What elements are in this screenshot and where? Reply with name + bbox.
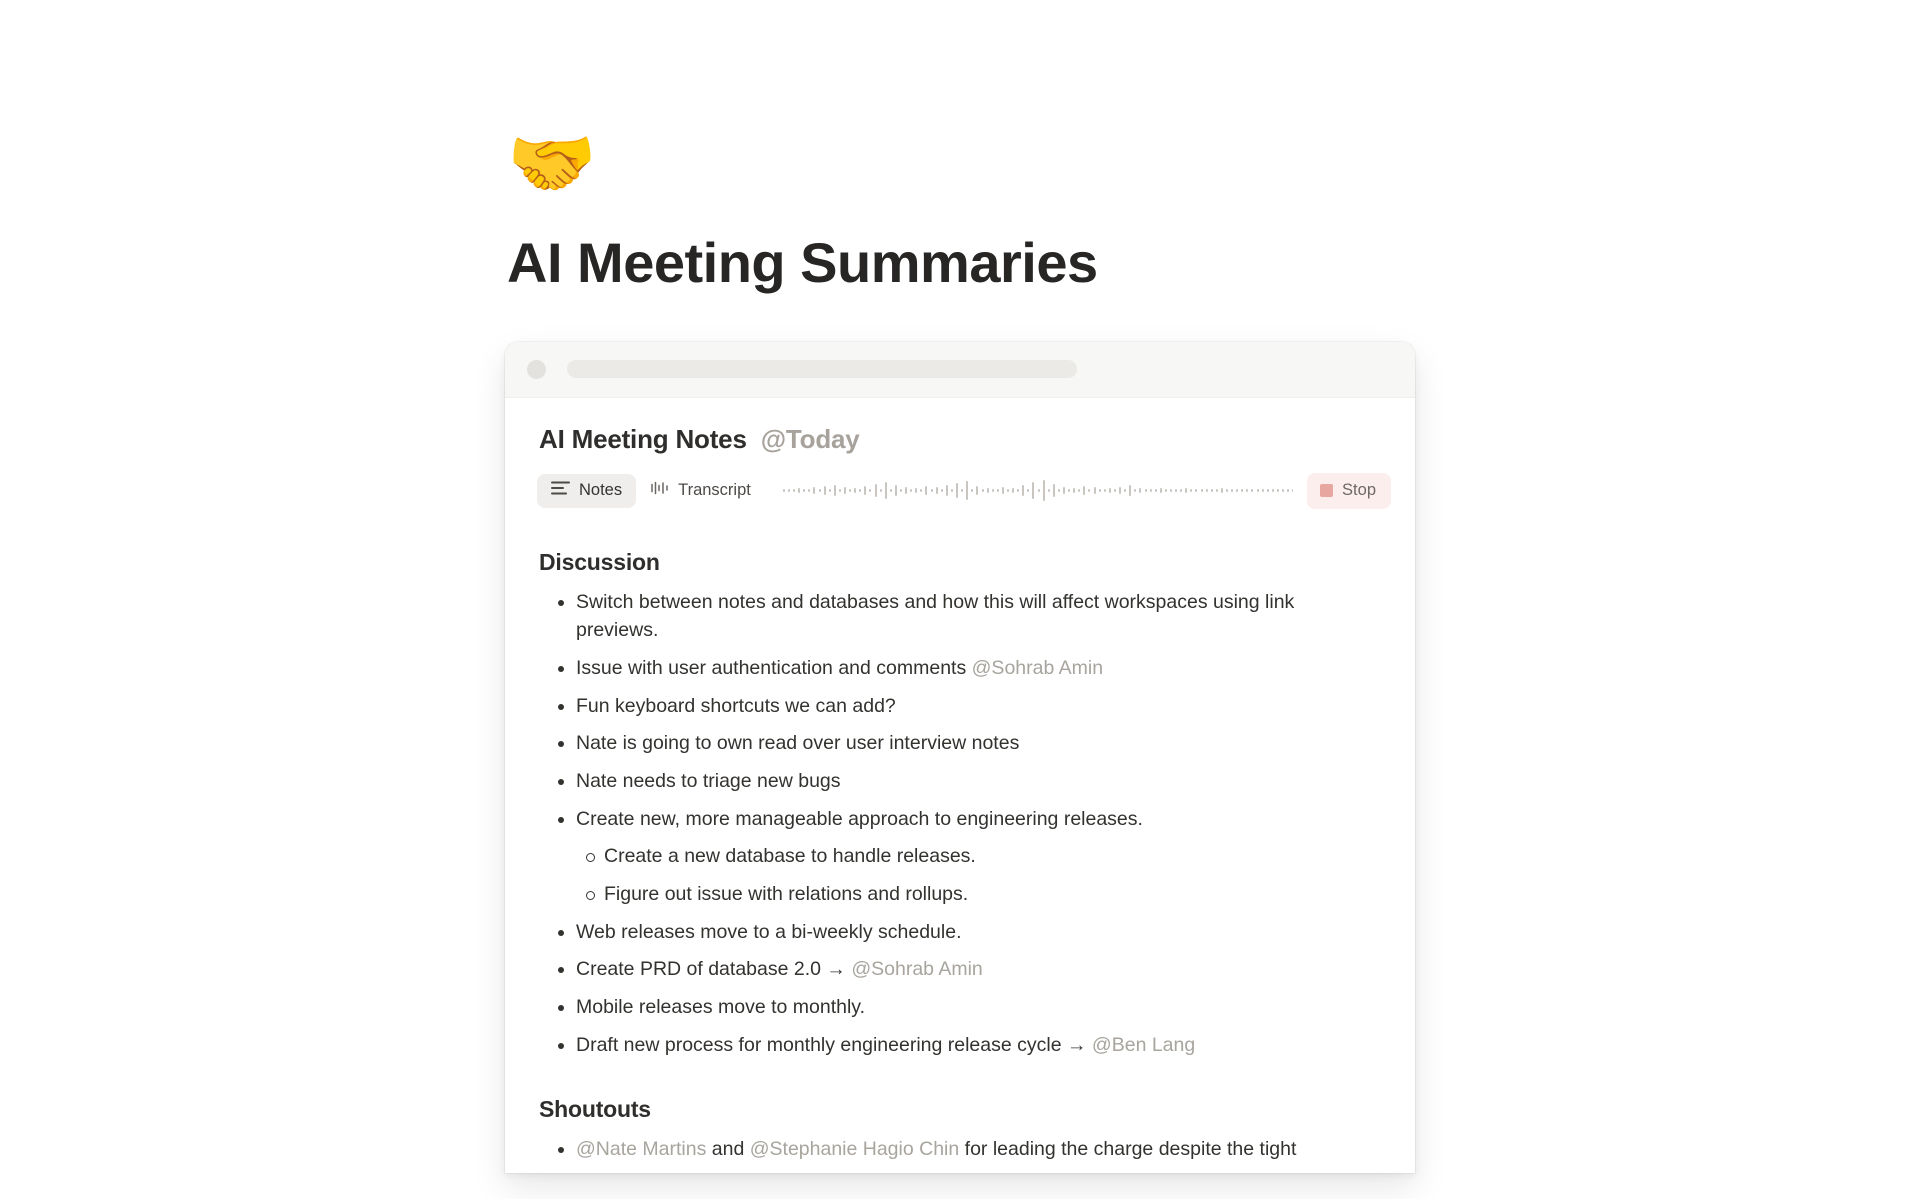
waveform-bar [1129,485,1131,496]
section-heading: Discussion [539,548,660,575]
waveform-bar [813,487,815,494]
waveform-bar [1083,486,1085,495]
bullet-list [505,1135,1415,1164]
waveform-bar [1185,488,1187,493]
list-item [539,767,1381,796]
waveform-bar [1058,489,1060,492]
waveform-bar [910,489,912,492]
waveform-bar [1027,489,1029,492]
waveform-bar [1002,487,1004,494]
list-item [539,918,1381,947]
waveform-bar [1022,485,1024,496]
waveform-bar [951,489,953,492]
waveform-bar [1114,489,1116,492]
waveform-bar [1145,489,1147,492]
waveform-bar [1251,489,1253,492]
waveform-bar [1287,489,1289,492]
window-address-bar[interactable] [567,360,1077,378]
window-titlebar [505,342,1415,398]
waveform-bar [976,486,978,495]
list-item-text: Figure out issue with relations and rollups. [604,882,969,905]
waveform-bar [1150,489,1152,492]
waveform-bar [1109,488,1111,493]
list-item-text: Create a new database to handle releases. [604,845,976,868]
waveform-bar [880,489,882,492]
waveform-bar [925,486,927,495]
waveform-bar [895,485,897,496]
list-item-text: Issue with user authentication and comments [576,657,972,680]
waveform-bar [961,489,963,492]
list-item-text: Mobile releases move to monthly. [576,995,866,1018]
waveform-bar [1038,489,1040,492]
user-mention[interactable]: @Sohrab Amin [971,657,1104,680]
list-item-text: for leading the charge despite the tight [959,1138,1297,1161]
user-mention[interactable]: @Nate Martins [576,1138,707,1161]
waveform-bar [1088,489,1090,492]
waveform-bar [920,489,922,492]
list-item [539,955,1381,984]
waveform-bar [1272,489,1274,492]
waveform-bar [1206,489,1208,492]
waveform-bar [966,481,968,500]
user-mention[interactable]: @Ben Lang [1091,1033,1196,1056]
waveform-bar [1211,489,1213,492]
list-item [539,1031,1381,1060]
transcript-mic-icon [650,480,669,501]
list-item-text: Create PRD of database 2.0 [576,958,827,981]
waveform-bar [971,489,973,492]
waveform-bar [798,488,800,493]
waveform-bar [1231,489,1233,492]
waveform-bar [905,487,907,494]
waveform-bar [1012,488,1014,493]
handshake-emoji: 🤝 [507,124,597,204]
waveform-bar [793,489,795,492]
waveform-bar [900,489,902,492]
waveform-bar [1073,488,1075,493]
waveform-bar [1241,489,1243,492]
waveform-bar [982,489,984,492]
waveform-bar [864,486,866,495]
waveform-bar [1267,489,1269,492]
list-item-text: Nate is going to own read over user interview notes [576,732,1020,755]
waveform-bar [997,489,999,492]
list-item [539,1135,1381,1164]
list-item-text: Web releases move to a bi-weekly schedule. [576,920,962,943]
waveform-bar [875,484,877,497]
waveform-bar [885,482,887,499]
waveform-bar [1195,489,1197,492]
recording-toolbar [505,470,1415,512]
waveform-bar [1063,487,1065,494]
waveform-bar [859,489,861,492]
waveform-bar [1201,489,1203,492]
page-title: AI Meeting Summaries [507,231,1098,294]
waveform-bar [987,488,989,493]
document-body [505,398,1415,1164]
waveform-bar [1262,489,1264,492]
list-item [539,880,1381,909]
waveform-bar [1007,489,1009,492]
waveform-bar [1017,489,1019,492]
list-item [539,993,1381,1022]
waveform-bar [808,489,810,492]
list-item [539,729,1381,758]
waveform-bar [1160,488,1162,493]
tab-notes-label: Notes [579,481,623,500]
waveform-bar [1277,489,1279,492]
waveform-bar [1292,489,1293,492]
waveform-bar [839,489,841,492]
waveform-bar [1124,489,1126,492]
list-item-text: Fun keyboard shortcuts we can add? [576,694,896,717]
waveform-bar [1236,489,1238,492]
waveform-bar [1048,489,1050,492]
waveform-bar [1068,489,1070,492]
waveform-bar [915,488,917,493]
waveform-bar [992,489,994,492]
waveform-bar [1099,489,1101,492]
stop-recording-button[interactable] [1307,473,1391,509]
waveform-bar [1134,489,1136,492]
waveform-bar [890,489,892,492]
list-item [539,805,1381,834]
waveform-bar [1226,489,1228,492]
document-date-mention: @Today [760,423,860,454]
waveform-bar [1032,482,1034,499]
waveform-bar [1155,489,1157,492]
waveform-bar [1078,489,1080,492]
waveform-bar [1094,487,1096,494]
waveform-bar [1175,489,1177,492]
waveform-bar [1190,489,1192,492]
waveform-bar [1282,489,1284,492]
waveform-bar [931,489,933,492]
user-mention[interactable]: @Stephanie Hagio Chin [749,1138,960,1161]
waveform-bar [824,486,826,495]
arrow-icon: → [1067,1033,1087,1056]
waveform-bar [1043,480,1045,501]
list-item-text: Create new, more manageable approach to engineering releases. [576,807,1143,830]
document-title-text: AI Meeting Notes [539,423,747,454]
waveform-bar [1221,488,1223,493]
waveform-bar [854,488,856,493]
tab-transcript-label: Transcript [678,481,751,500]
stop-square-icon [1320,484,1333,497]
arrow-icon: → [826,958,846,981]
list-item [539,842,1381,871]
waveform-bar [819,489,821,492]
waveform-bar [783,489,785,492]
waveform-bar [1246,489,1248,492]
waveform-bar [946,485,948,496]
waveform-bar [1119,487,1121,494]
waveform-bar [936,487,938,494]
bullet-list [505,588,1415,1060]
user-mention[interactable]: @Sohrab Amin [851,958,983,981]
waveform-bar [844,487,846,494]
waveform-bar [829,489,831,492]
list-item-text: and [706,1138,750,1161]
waveform-bar [1257,489,1259,492]
list-item [539,654,1381,683]
app-window-card [505,342,1415,1173]
waveform-bar [1139,488,1141,493]
content-column [505,0,1415,1173]
waveform-bar [956,483,958,498]
document-sections [505,549,1415,1164]
window-dot[interactable] [527,360,546,379]
stop-button-label: Stop [1342,481,1376,500]
audio-waveform [783,474,1293,508]
waveform-bar [1104,489,1106,492]
list-item-text: Draft new process for monthly engineering release cycle [576,1033,1067,1056]
waveform-bar [788,489,790,492]
list-item [539,588,1381,645]
waveform-bar [834,485,836,496]
waveform-bar [803,489,805,492]
waveform-bar [849,489,851,492]
notes-lines-icon [551,481,570,501]
waveform-bar [1180,489,1182,492]
waveform-bar [1170,489,1172,492]
document-title [505,424,1415,455]
waveform-bar [1053,484,1055,497]
list-item [539,692,1381,721]
section-heading: Shoutouts [539,1096,651,1123]
list-item-text: Switch between notes and databases and how this will affect workspaces using link previews. [576,590,1295,642]
waveform-bar [941,489,943,492]
tab-transcript[interactable] [636,474,765,508]
tab-notes[interactable] [537,474,636,508]
waveform-bar [1216,489,1218,492]
waveform-bar [1165,489,1167,492]
waveform-bar [869,489,871,492]
list-item-text: Nate needs to triage new bugs [576,770,841,792]
